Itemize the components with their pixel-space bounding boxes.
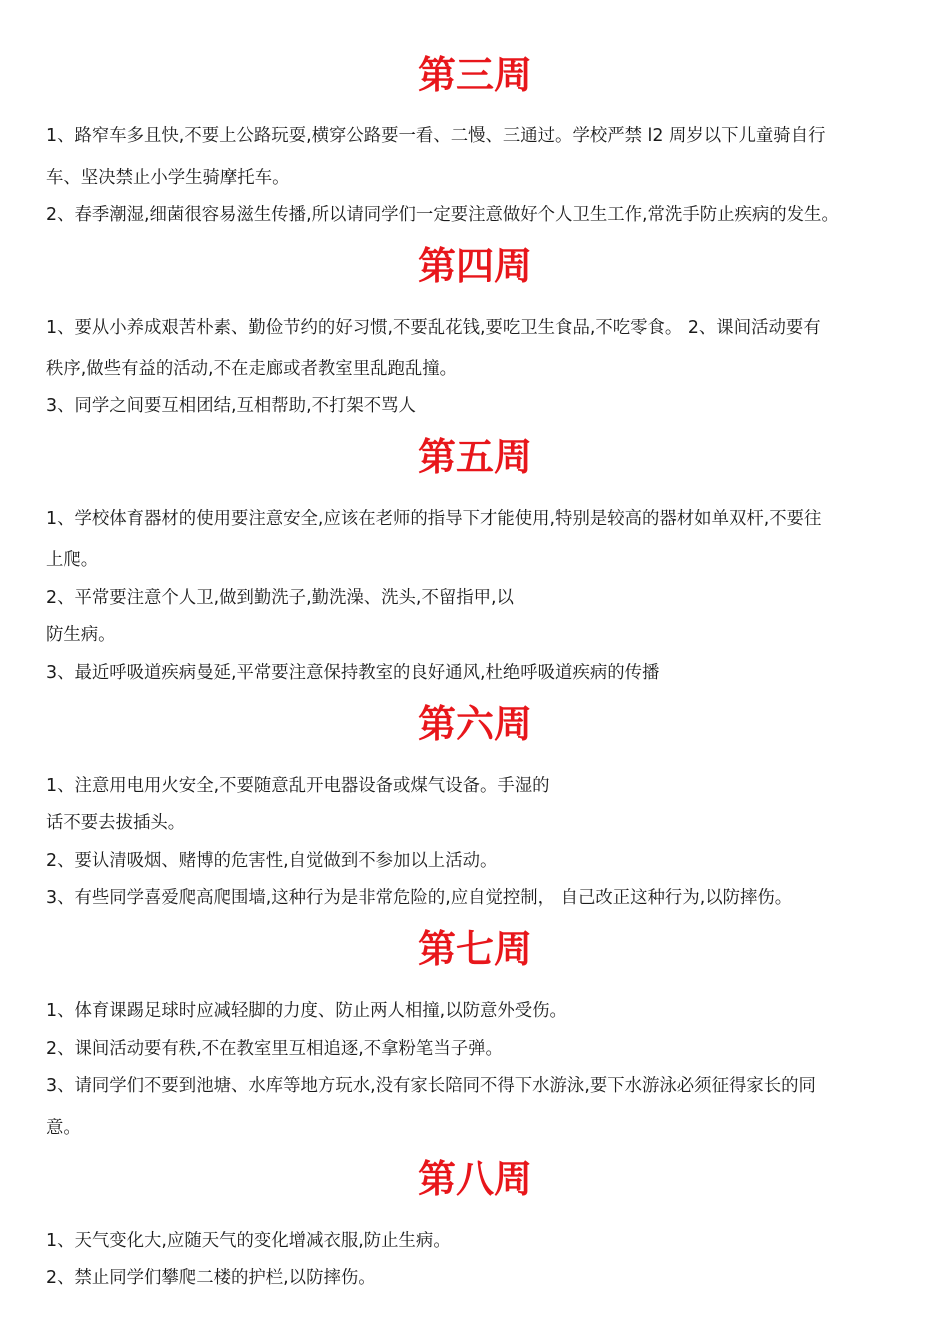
week-4-line-2: 秩序,做些有益的活动,不在走廊或者教室里乱跑乱撞。	[46, 359, 458, 379]
week-4-line-3: 3、同学之间要互相团结,互相帮助,不打架不骂人	[46, 396, 416, 416]
week-7-line-3: 3、请同学们不要到池塘、水库等地方玩水,没有家长陪同不得下水游泳,要下水游泳必须征得家长的同	[46, 1076, 816, 1096]
week-8-title: 第八周	[417, 1157, 532, 1201]
week-3-line-2: 车、坚决禁止小学生骑摩托车。	[46, 168, 290, 188]
week-4-line-1: 1、要从小养成艰苦朴素、勤俭节约的好习惯,不要乱花钱,要吃卫生食品,不吃零食。 2、课间活动要有	[46, 318, 821, 338]
week-6-line-4: 3、有些同学喜爱爬高爬围墙,这种行为是非常危险的,应自觉控制， 自己改正这种行为,以防摔伤。	[46, 888, 793, 908]
week-5-line-3: 2、平常要注意个人卫,做到勤洗子,勤洗澡、洗头,不留指甲,以	[46, 588, 514, 608]
week-6-line-1: 1、注意用电用火安全,不要随意乱开电器设备或煤气设备。手湿的	[46, 776, 550, 796]
week-7-line-4: 意。	[46, 1118, 81, 1138]
week-7-line-2: 2、课间活动要有秩,不在教室里互相追逐,不拿粉笔当子弹。	[46, 1039, 503, 1059]
week-3-title: 第三周	[417, 53, 532, 97]
week-5-line-5: 3、最近呼吸道疾病曼延,平常要注意保持教室的良好通风,杜绝呼吸道疾病的传播	[46, 663, 660, 683]
week-4-title: 第四周	[417, 244, 532, 288]
week-5-line-2: 上爬。	[46, 550, 99, 570]
week-5-line-4: 防生病。	[46, 625, 116, 645]
week-3-line-3: 2、春季潮湿,细菌很容易滋生传播,所以请同学们一定要注意做好个人卫生工作,常洗手防止疾病的发生。	[46, 205, 839, 225]
week-6-title: 第六周	[417, 702, 532, 746]
week-6-line-2: 话不要去拔插头。	[46, 813, 186, 833]
week-7-line-1: 1、体育课踢足球时应减轻脚的力度、防止两人相撞,以防意外受伤。	[46, 1001, 567, 1021]
week-5-title: 第五周	[417, 435, 532, 479]
week-7-title: 第七周	[417, 927, 532, 971]
week-5-line-1: 1、学校体育器材的使用要注意安全,应该在老师的指导下才能使用,特别是较高的器材如单双杆,不要往	[46, 509, 822, 529]
week-8-line-1: 1、天气变化大,应随天气的变化增减衣服,防止生病。	[46, 1231, 451, 1251]
week-8-line-2: 2、禁止同学们攀爬二楼的护栏,以防摔伤。	[46, 1268, 376, 1288]
week-6-line-3: 2、要认清吸烟、赌博的危害性,自觉做到不参加以上活动。	[46, 851, 498, 871]
week-3-line-1: 1、路窄车多且快,不要上公路玩耍,横穿公路要一看、二慢、三通过。学校严禁 l2 周岁以下儿童骑自行	[46, 126, 826, 146]
